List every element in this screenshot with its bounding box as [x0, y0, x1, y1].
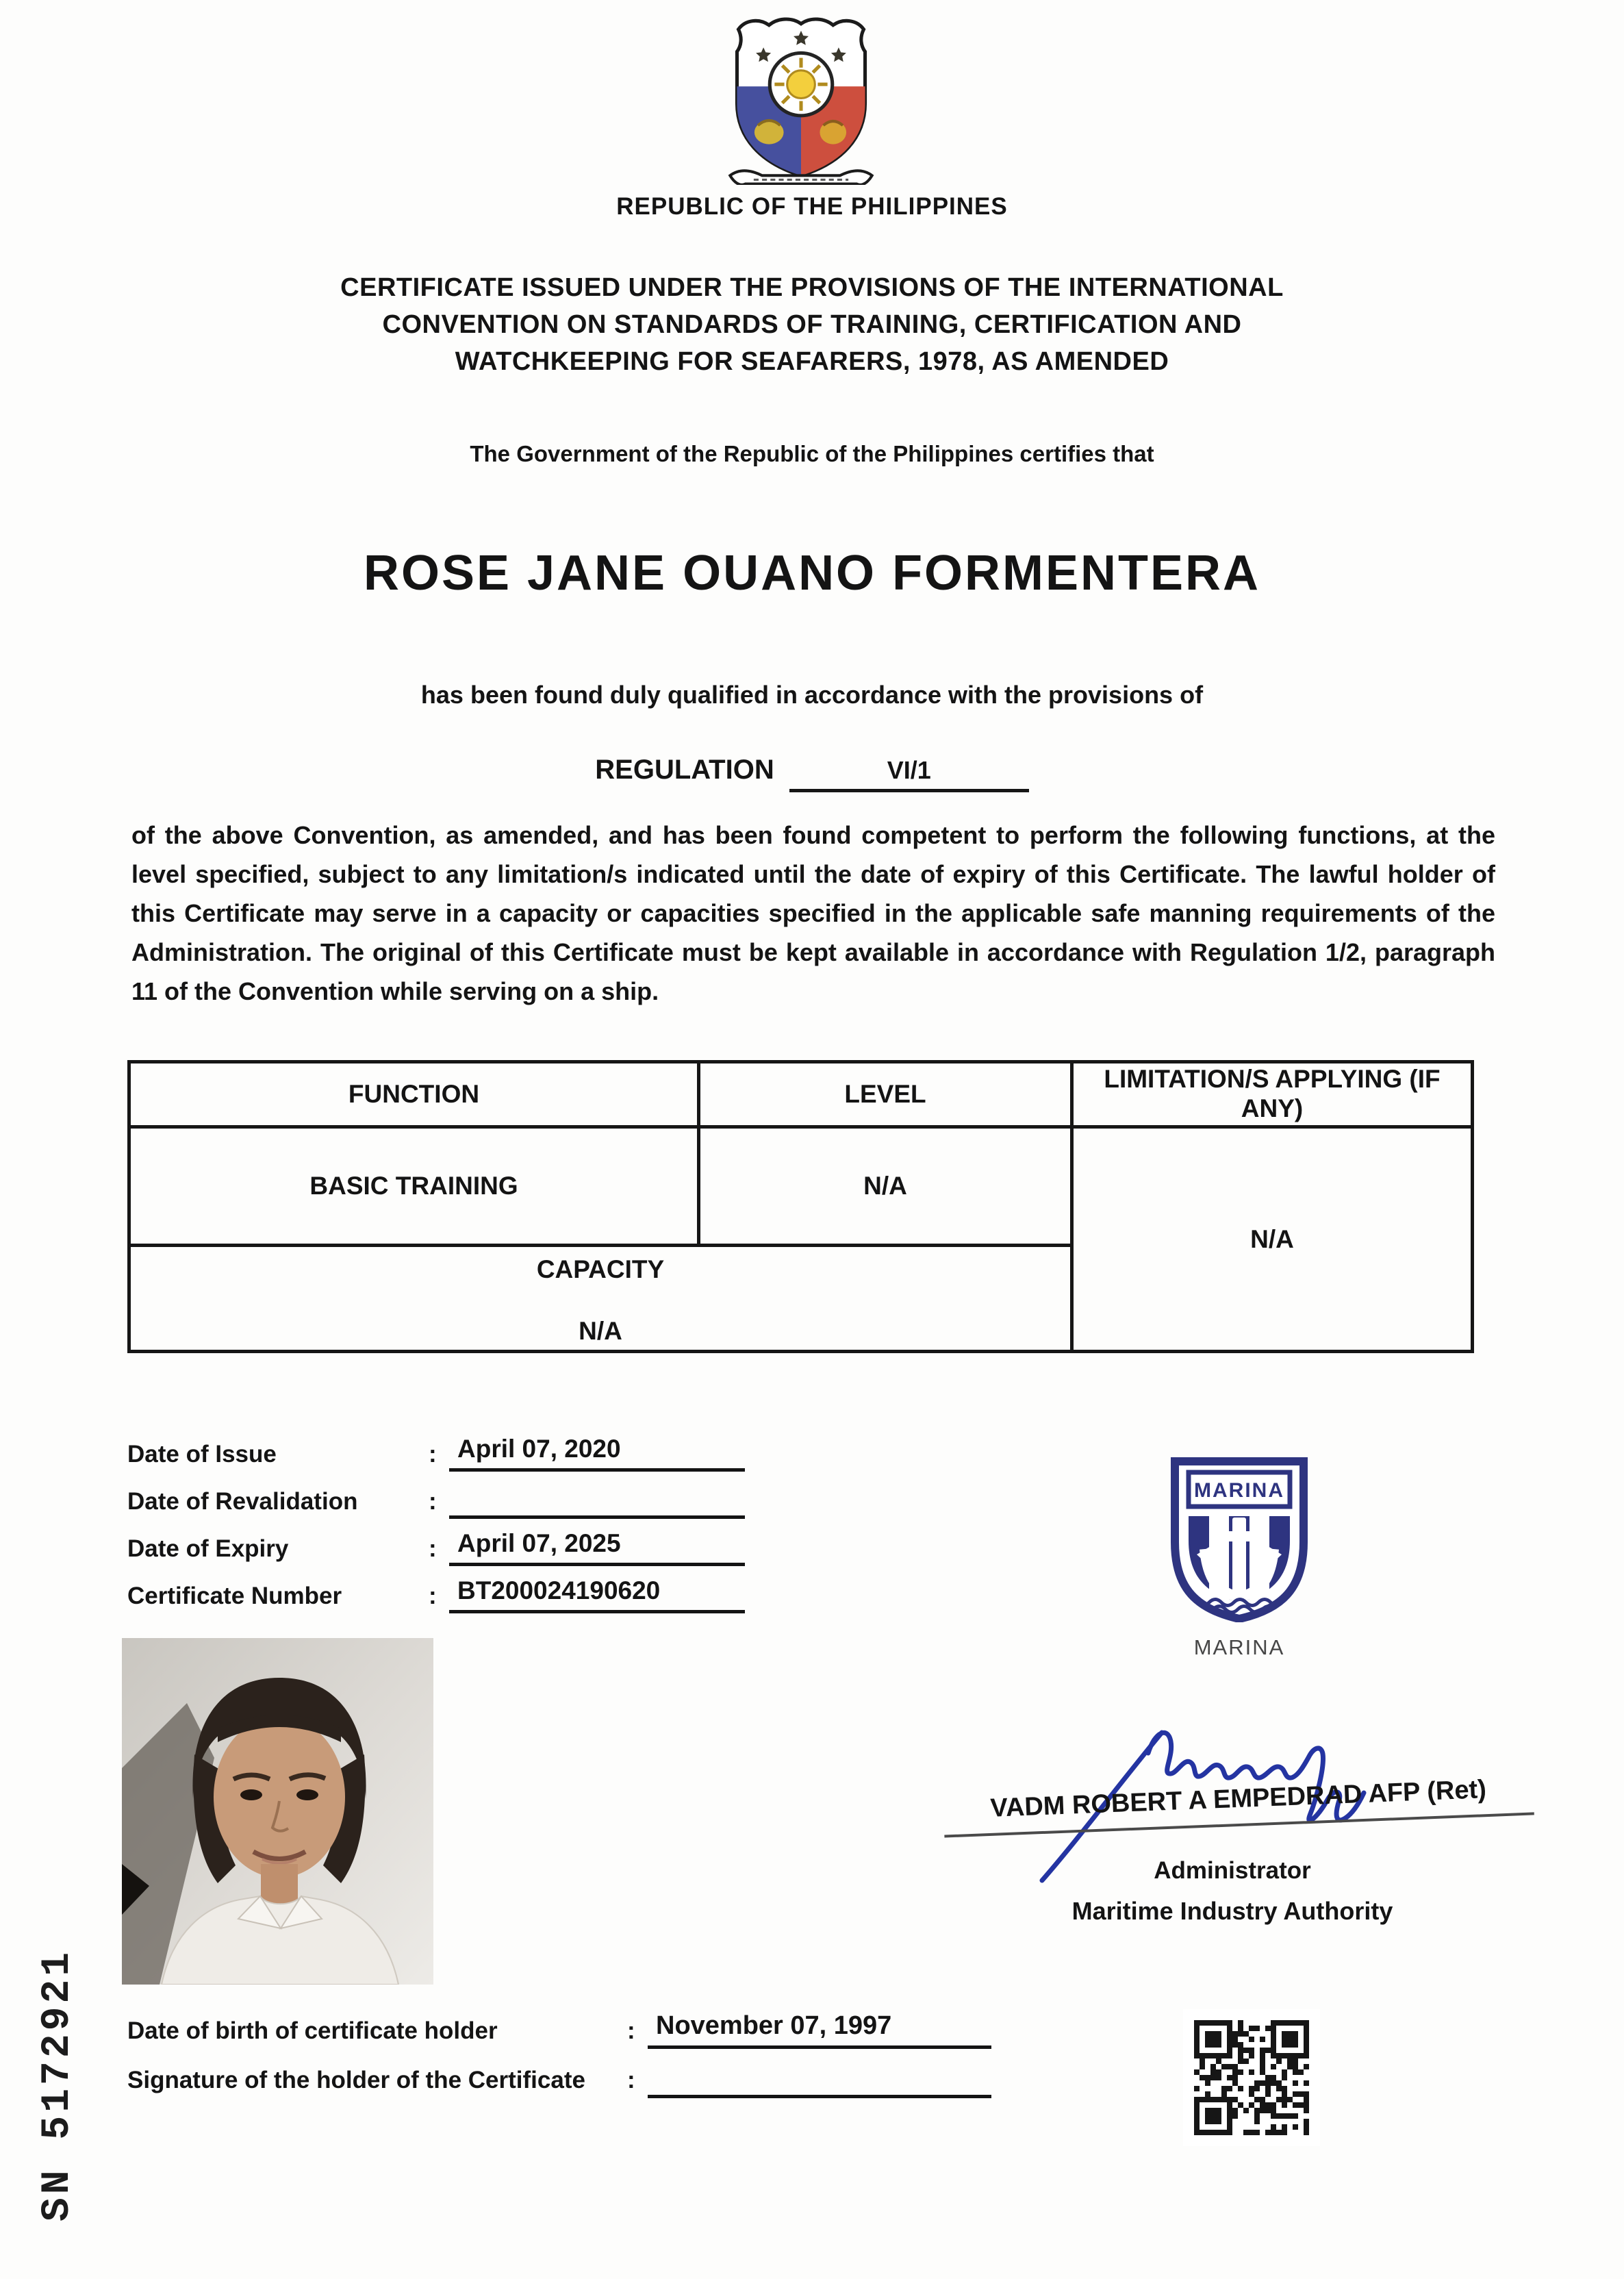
holder-photo: [122, 1638, 433, 1985]
table-header-row: [129, 1062, 1473, 1127]
certifies-line: The Government of the Republic of the Philippines certifies that: [470, 441, 1154, 466]
footer-row-date-of-birth: [127, 2000, 991, 2049]
capacity-cell: [129, 1246, 1072, 1352]
certificate-heading: [0, 270, 1624, 381]
footer-label: Date of birth of certificate holder: [127, 2017, 498, 2044]
signatory-title: Administrator: [1154, 1857, 1311, 1884]
serial-number: SN 5172921: [36, 1948, 80, 2221]
detail-value-underline: [449, 1576, 745, 1613]
heading-line-2: CONVENTION ON STANDARDS OF TRAINING, CERTIFICATION AND: [382, 310, 1242, 339]
colon-separator: :: [429, 1583, 437, 1609]
detail-label: Certificate Number: [127, 1583, 342, 1609]
table-row: [129, 1127, 1473, 1246]
detail-row-certificate-number: [127, 1566, 745, 1613]
detail-value-underline: [449, 1529, 745, 1566]
detail-row-date-of-issue: [127, 1424, 745, 1472]
functions-table: [127, 1060, 1474, 1353]
footer-value-underline: [648, 2011, 991, 2049]
colon-separator: :: [627, 2067, 635, 2093]
detail-value: April 07, 2025: [457, 1529, 621, 1557]
function-value-cell: BASIC TRAINING: [129, 1127, 699, 1246]
detail-row-date-of-expiry: [127, 1519, 745, 1566]
detail-value-underline: [449, 1482, 745, 1519]
signatory-name: VADM ROBERT A EMPEDRAD AFP (Ret): [943, 1773, 1534, 1837]
detail-label: Date of Expiry: [127, 1535, 289, 1562]
header-function: FUNCTION: [129, 1062, 699, 1127]
colon-separator: :: [429, 1488, 437, 1515]
header-limitations: LIMITATION/S APPLYING (IF ANY): [1072, 1062, 1473, 1127]
colon-separator: :: [429, 1535, 437, 1562]
detail-value-underline: [449, 1435, 745, 1472]
detail-row-date-of-revalidation: [127, 1472, 745, 1519]
level-value-cell: N/A: [699, 1127, 1072, 1246]
detail-value: April 07, 2020: [457, 1435, 621, 1463]
regulation-line: [0, 755, 1624, 792]
regulation-value: VI/1: [887, 756, 931, 784]
footer-fields: [127, 2000, 991, 2098]
country-title: REPUBLIC OF THE PHILIPPINES: [616, 193, 1008, 220]
regulation-value-underline: [789, 756, 1029, 792]
colon-separator: :: [429, 1441, 437, 1468]
heading-line-3: WATCHKEEPING FOR SEAFARERS, 1978, AS AMENDED: [455, 347, 1169, 376]
header-level: LEVEL: [699, 1062, 1072, 1127]
certificate-details: [127, 1424, 745, 1613]
regulation-label: REGULATION: [595, 755, 774, 785]
qualified-line: has been found duly qualified in accordance with the provisions of: [420, 681, 1204, 709]
capacity-label: CAPACITY: [536, 1255, 665, 1283]
marina-seal-icon: [1168, 1455, 1310, 1622]
footer-row-holder-signature: [127, 2049, 991, 2098]
footer-value-underline: [648, 2061, 991, 2098]
footer-label: Signature of the holder of the Certificate: [127, 2067, 585, 2093]
colon-separator: :: [627, 2017, 635, 2044]
heading-line-1: CERTIFICATE ISSUED UNDER THE PROVISIONS OF THE INTERNATIONAL: [340, 273, 1284, 302]
detail-label: Date of Revalidation: [127, 1488, 358, 1515]
footer-value: November 07, 1997: [656, 2011, 892, 2040]
holder-name: ROSE JANE OUANO FORMENTERA: [363, 546, 1261, 601]
marina-shield-text: MARINA: [1194, 1479, 1284, 1502]
limitations-value-cell: N/A: [1072, 1127, 1473, 1352]
certificate-body-paragraph: of the above Convention, as amended, and has been found competent to perform the following functions, at the level specified, subject to any limitation/s indicated until the date of expiry of this Certificate. The lawful holder of this Certificate may serve in a capacity or capacities specified in the applicable safe manning requirements of the Administration. The original of this Certificate must be kept available in accordance with Regulation 1/2, paragraph 11 of the Convention while serving on a ship.: [131, 821, 1495, 1005]
signatory-organization: Maritime Industry Authority: [1071, 1897, 1393, 1925]
marina-caption: MARINA: [1193, 1635, 1285, 1659]
marina-seal-block: [1164, 1455, 1315, 1660]
capacity-value: N/A: [579, 1317, 622, 1345]
detail-value: BT200024190620: [457, 1576, 661, 1604]
qr-code: [1183, 2009, 1320, 2146]
detail-label: Date of Issue: [127, 1441, 277, 1468]
philippines-coat-of-arms-icon: [718, 14, 885, 185]
